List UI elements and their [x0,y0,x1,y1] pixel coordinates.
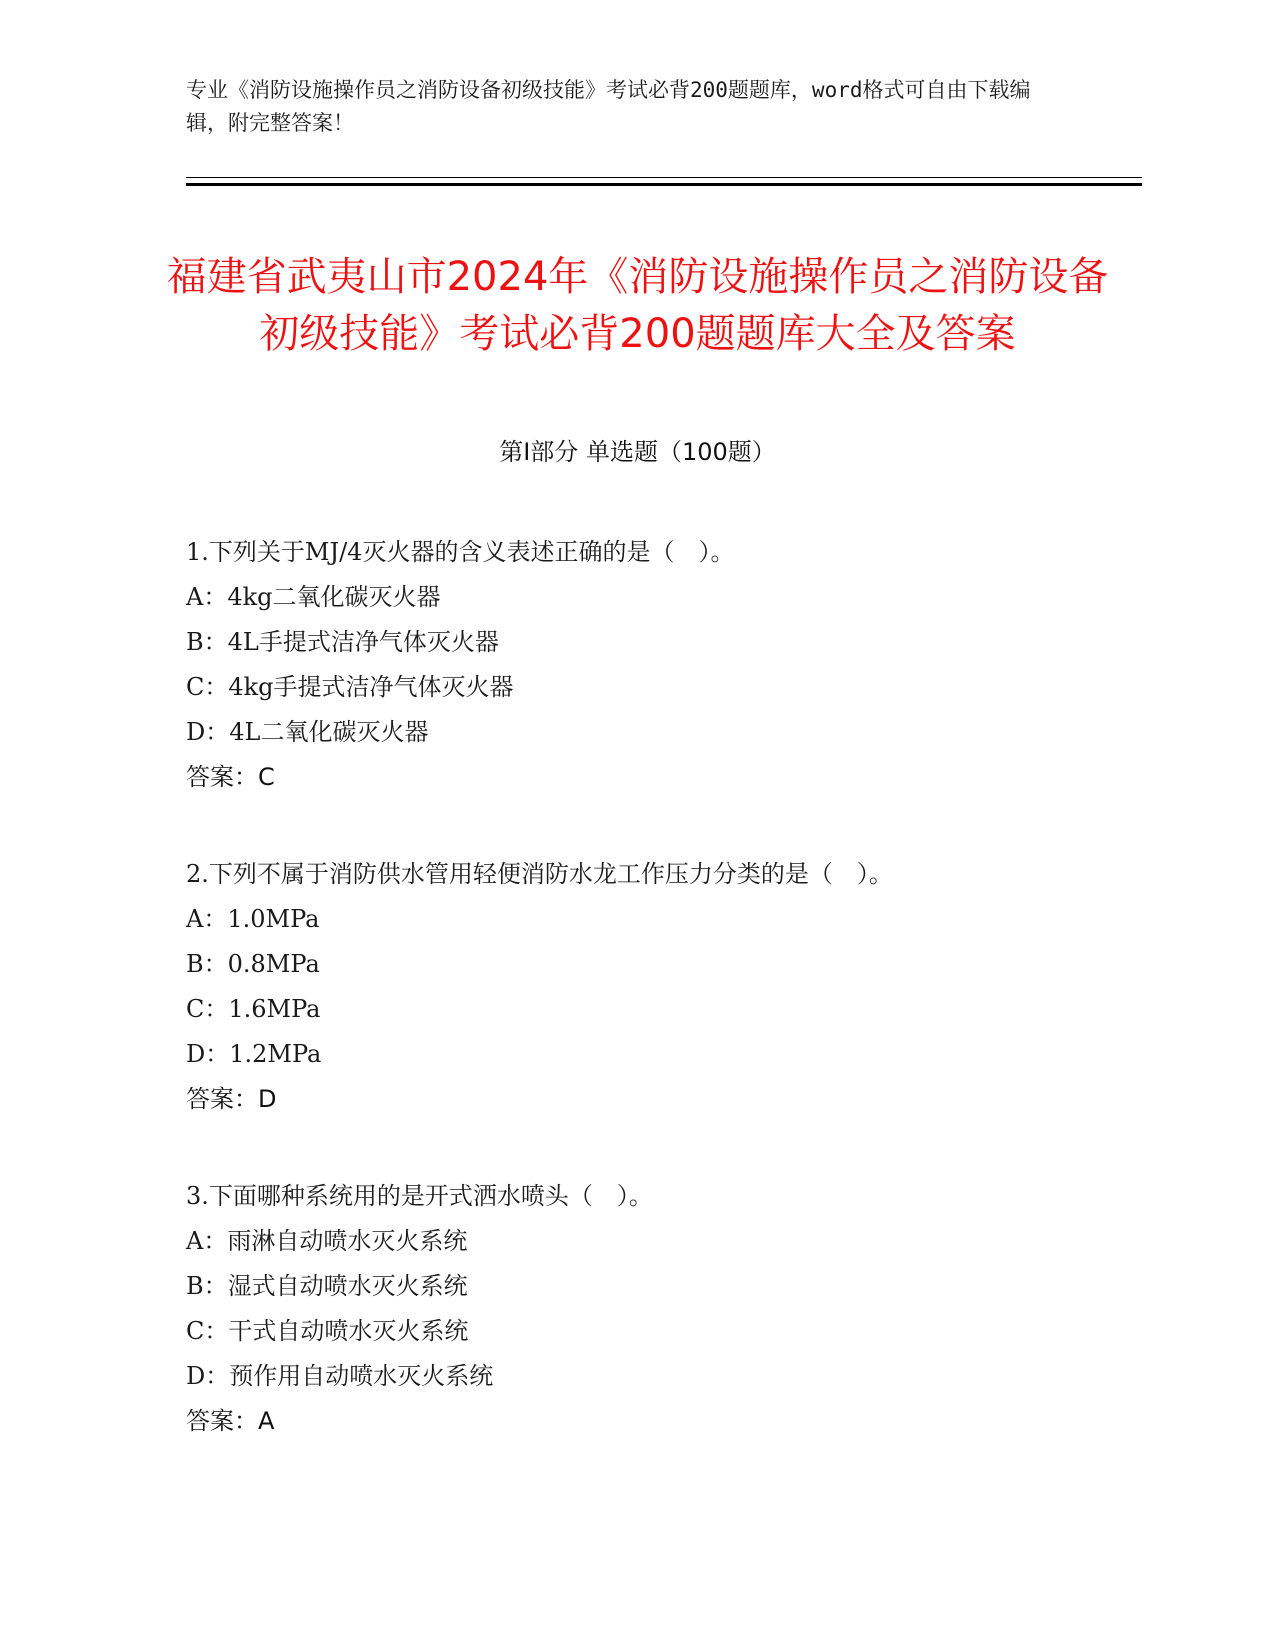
header-note: 专业《消防设施操作员之消防设备初级技能》考试必背200题题库，word格式可自由下载编辑，附完整答案！ [186,78,1031,135]
option-b: B：4L手提式洁净气体灭火器 [186,628,499,656]
answer-line: 答案：D [186,1085,277,1113]
question-stem: 2.下列不属于消防供水管用轻便消防水龙工作压力分类的是（ ）。 [186,860,893,888]
question-stem: 1.下列关于MJ/4灭火器的含义表述正确的是（ ）。 [186,538,735,566]
option-b: B：湿式自动喷水灭火系统 [186,1272,468,1300]
question-item [186,530,1146,800]
option-a: A：1.0MPa [186,905,320,933]
option-d: D：4L二氧化碳灭火器 [186,718,429,746]
option-c: C：干式自动喷水灭火系统 [186,1317,469,1345]
question-item [186,1174,1146,1444]
option-c: C：1.6MPa [186,995,321,1023]
section-heading: 第Ⅰ部分 单选题（100题） [499,438,776,466]
option-a: A：4kg二氧化碳灭火器 [186,583,441,611]
option-d: D：1.2MPa [186,1040,322,1068]
option-b: B：0.8MPa [186,950,320,978]
option-a: A：雨淋自动喷水灭火系统 [186,1227,468,1255]
document-title: 福建省武夷山市2024年《消防设施操作员之消防设备初级技能》考试必背200题题库大全及答案 [166,253,1109,357]
answer-line: 答案：C [186,763,275,791]
answer-line: 答案：A [186,1407,275,1435]
header-divider-thin [186,177,1142,178]
option-d: D：预作用自动喷水灭火系统 [186,1362,494,1390]
question-stem: 3.下面哪种系统用的是开式洒水喷头（ ）。 [186,1182,653,1210]
question-item [186,852,1146,1122]
header-divider-thick [186,183,1142,186]
option-c: C：4kg手提式洁净气体灭火器 [186,673,514,701]
question-list [186,530,1146,1496]
